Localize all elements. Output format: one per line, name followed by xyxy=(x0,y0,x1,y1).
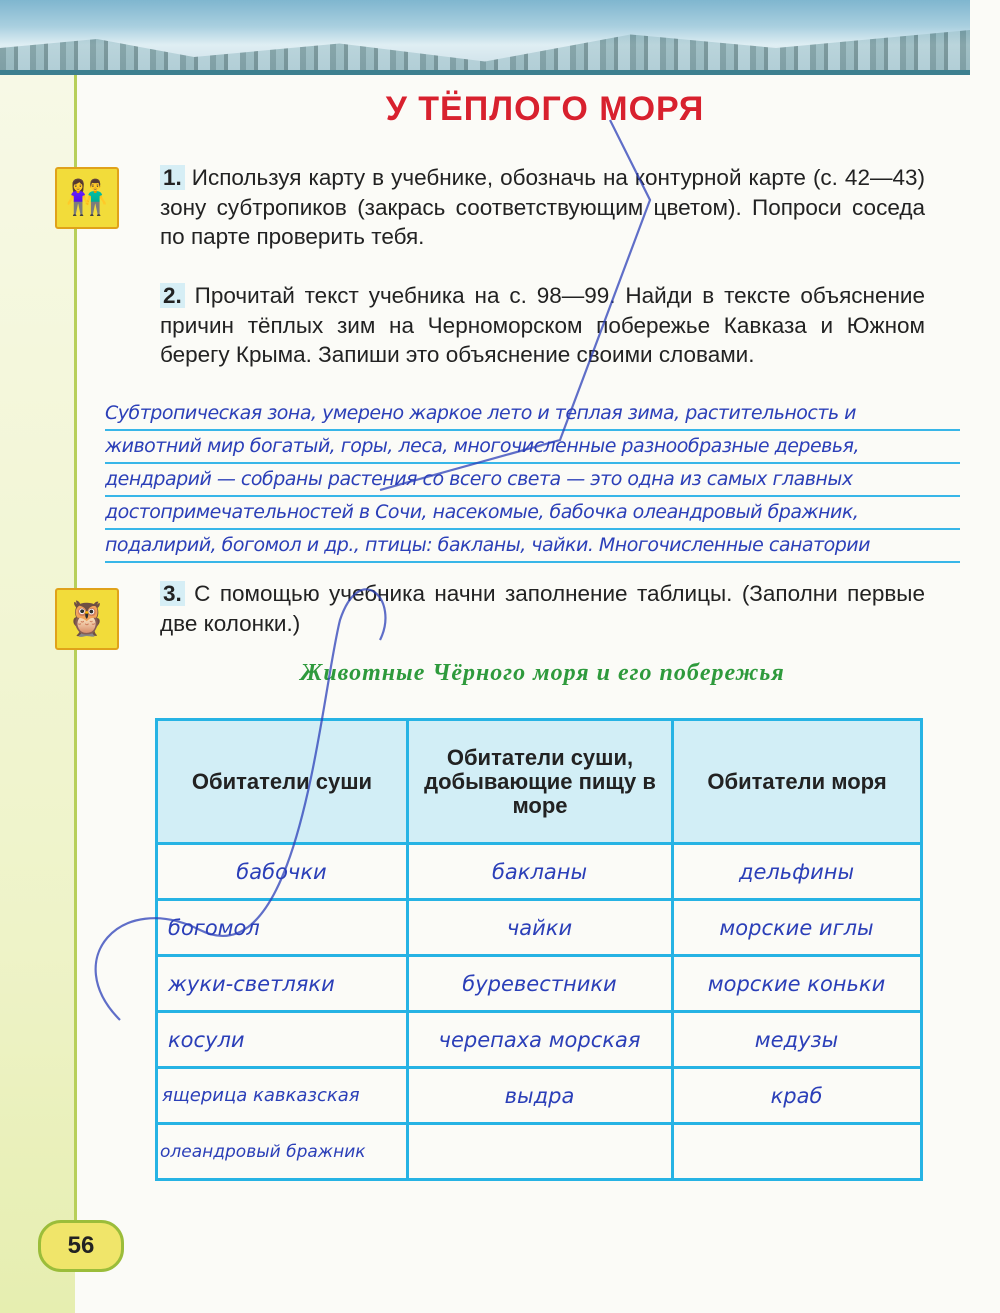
task-number: 3. xyxy=(160,581,185,606)
owl-scholar-icon: 🦉 xyxy=(55,588,119,650)
table-cell: выдра xyxy=(407,1068,672,1124)
table-cell: краб xyxy=(673,1068,922,1124)
table-cell: косули xyxy=(157,1012,408,1068)
table-row xyxy=(157,1124,922,1180)
table-row xyxy=(157,844,922,900)
table-cell: медузы xyxy=(673,1012,922,1068)
children-reading-icon: 👫 xyxy=(55,167,119,229)
winter-landscape-banner xyxy=(0,0,970,75)
table-cell: олеандровый бражник xyxy=(157,1124,408,1180)
handwritten-answer xyxy=(105,398,960,563)
table-cell xyxy=(673,1124,922,1180)
table-cell: бабочки xyxy=(157,844,408,900)
table-cell: чайки xyxy=(407,900,672,956)
table-cell: буревестники xyxy=(407,956,672,1012)
task-number: 1. xyxy=(160,165,185,190)
table-cell: жуки-светляки xyxy=(157,956,408,1012)
table-caption: Животные Чёрного моря и его побережья xyxy=(300,660,785,686)
column-header: Обитатели суши, добывающие пищу в море xyxy=(407,720,672,844)
page-number: 56 xyxy=(38,1220,124,1272)
answer-line: животний мир богатый, горы, леса, многочисленные разнообразные деревья, xyxy=(105,431,960,464)
answer-line: дендрарий — собраны растения со всего света — это одна из самых главных xyxy=(105,464,960,497)
answer-line: достопримечательностей в Сочи, насекомые, бабочка олеандровый бражник, xyxy=(105,497,960,530)
column-header: Обитатели моря xyxy=(673,720,922,844)
table-row xyxy=(157,1012,922,1068)
task-text: Прочитай текст учебника на с. 98—99. Найди в тексте объяснение причин тёплых зим на Черноморском побережье Кавказа и Южном берегу Крыма. Запиши это объяснение своими словами. xyxy=(160,283,925,367)
table-cell: бакланы xyxy=(407,844,672,900)
table-cell: богомол xyxy=(157,900,408,956)
answer-line: Субтропическая зона, умерено жаркое лето и теплая зима, растительность и xyxy=(105,398,960,431)
table-cell xyxy=(407,1124,672,1180)
task-1 xyxy=(160,163,925,252)
margin-line xyxy=(74,75,77,1245)
table-cell: черепаха морская xyxy=(407,1012,672,1068)
table-cell: морские иглы xyxy=(673,900,922,956)
task-3 xyxy=(160,579,925,638)
table-header-row xyxy=(157,720,922,844)
answer-line: подалирий, богомол и др., птицы: бакланы, чайки. Многочисленные санатории xyxy=(105,530,960,563)
table-row xyxy=(157,956,922,1012)
task-number: 2. xyxy=(160,283,185,308)
animals-table xyxy=(155,718,923,1181)
page-title: У ТЁПЛОГО МОРЯ xyxy=(385,90,705,128)
table-row xyxy=(157,1068,922,1124)
task-text: С помощью учебника начни заполнение таблицы. (Заполни первые две колонки.) xyxy=(160,581,925,636)
page-margin xyxy=(0,75,75,1313)
table-row xyxy=(157,900,922,956)
table-cell: морские коньки xyxy=(673,956,922,1012)
task-2 xyxy=(160,281,925,370)
table-cell: ящерица кавказская xyxy=(157,1068,408,1124)
column-header: Обитатели суши xyxy=(157,720,408,844)
table-cell: дельфины xyxy=(673,844,922,900)
task-text: Используя карту в учебнике, обозначь на контурной карте (с. 42—43) зону субтропиков (закрась соответствующим цветом). Попроси соседа по парте проверить тебя. xyxy=(160,165,925,249)
